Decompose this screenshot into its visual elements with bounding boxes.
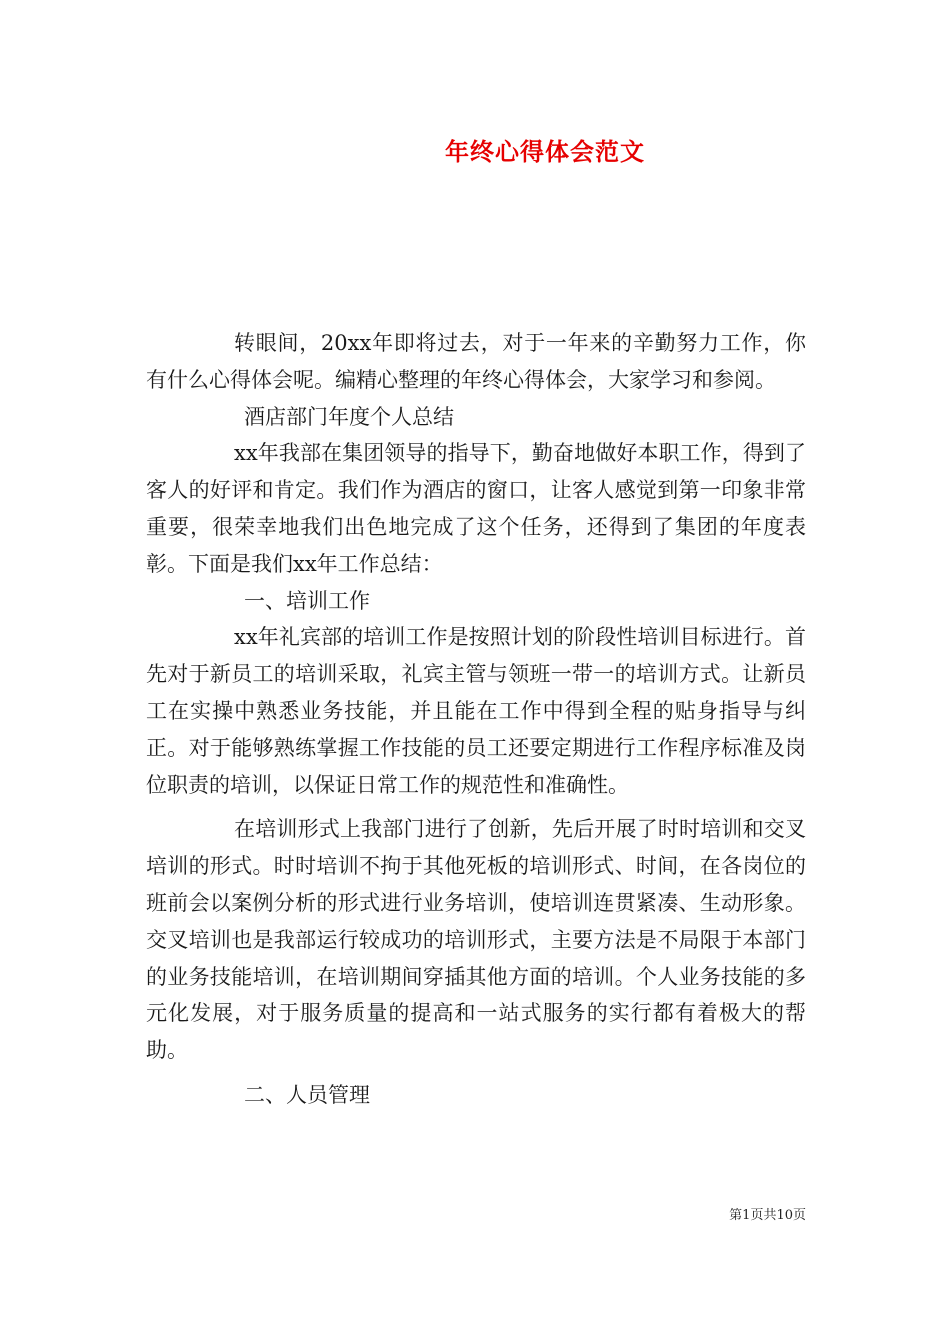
section-heading-training: 一、培训工作: [244, 588, 370, 613]
document-body: [146, 325, 806, 1114]
paragraph-training-plan: xx年礼宾部的培训工作是按照计划的阶段性培训目标进行。首先对于新员工的培训采取，礼宾主管与领班一带一的培训方式。让新员工在实操中熟悉业务技能，并且能在工作中得到全程的贴身指导与纠正。对于能够熟练掌握工作技能的员工还要定期进行工作程序标准及岗位职责的培训，以保证日常工作的规范性和准确性。: [146, 625, 806, 797]
paragraph-overview: xx年我部在集团领导的指导下，勤奋地做好本职工作，得到了客人的好评和肯定。我们作为酒店的窗口，让客人感觉到第一印象非常重要，很荣幸地我们出色地完成了这个任务，还得到了集团的年度表彰。下面是我们xx年工作总结：: [146, 441, 806, 576]
paragraph-training-form: 在培训形式上我部门进行了创新，先后开展了时时培训和交叉培训的形式。时时培训不拘于其他死板的培训形式、时间，在各岗位的班前会以案例分析的形式进行业务培训，使培训连贯紧凑、生动形象。交叉培训也是我部运行较成功的培训形式，主要方法是不局限于本部门的业务技能培训，在培训期间穿插其他方面的培训。个人业务技能的多元化发展，对于服务质量的提高和一站式服务的实行都有着极大的帮助。: [146, 817, 806, 1063]
section-heading-personnel: 二、人员管理: [244, 1082, 370, 1107]
section-heading-summary: 酒店部门年度个人总结: [244, 404, 454, 429]
document-title: 年终心得体会范文: [445, 137, 645, 166]
paragraph-intro: 转眼间，20xx年即将过去，对于一年来的辛勤努力工作，你有什么心得体会呢。编精心整理的年终心得体会，大家学习和参阅。: [146, 331, 806, 392]
page-number-footer: 第1页共10页: [729, 1208, 806, 1223]
